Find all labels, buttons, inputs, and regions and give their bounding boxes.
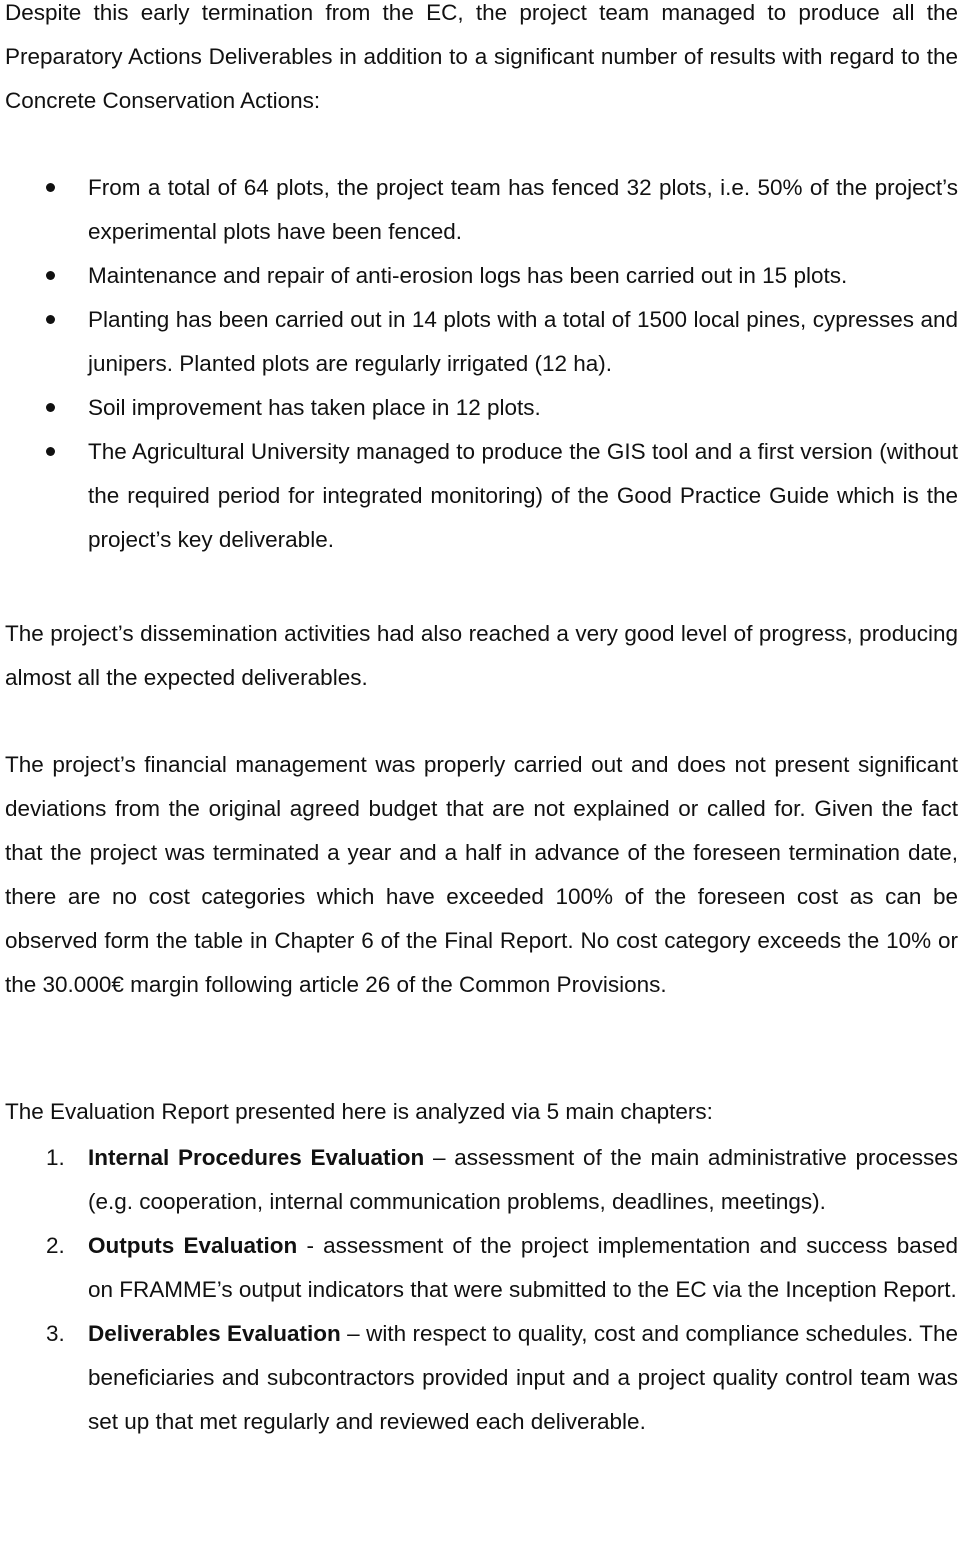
chapter-title: Outputs Evaluation [88,1233,298,1258]
conservation-results-list [0,166,960,562]
list-item [0,298,958,386]
chapter-title: Deliverables Evaluation [88,1321,341,1346]
list-item-text: Soil improvement has taken place in 12 plots. [88,395,541,420]
list-item [0,386,958,430]
chapter-item [0,1136,958,1224]
bullet-icon [46,403,55,412]
financial-paragraph: The project’s financial management was properly carried out and does not present significant deviations from the original agreed budget that are not explained or called for. Given the fact that the project was terminated a year and a half in advance of the foreseen termination date, there are no cost categories which have exceeded 100% of the foreseen cost as can be observed form the table in Chapter 6 of the Final Report. No cost category exceeds the 10% or the 30.000€ margin following article 26 of the Common Provisions. [5,752,958,997]
chapter-number: 1. [46,1145,65,1170]
chapter-item [0,1224,958,1312]
list-item-text: Planting has been carried out in 14 plots with a total of 1500 local pines, cypresses and junipers. Planted plots are regularly irrigated (12 ha). [88,307,958,376]
bullet-icon [46,183,55,192]
chapter-number: 3. [46,1321,65,1346]
chapter-number: 2. [46,1233,65,1258]
chapters-list [0,1136,960,1444]
chapter-description: – assessment of the main administrative processes (e.g. cooperation, internal communication problems, deadlines, meetings). [88,1145,958,1214]
list-item [0,254,958,298]
bullet-icon [46,271,55,280]
intro-paragraph: Despite this early termination from the EC, the project team managed to produce all the Preparatory Actions Deliverables in addition to a significant number of results with regard to the Concrete Conservation Actions: [5,0,958,113]
chapter-item [0,1312,958,1444]
list-item-text: The Agricultural University managed to produce the GIS tool and a first version (without the required period for integrated monitoring) of the Good Practice Guide which is the project’s key deliverable. [88,439,958,552]
list-item-text: From a total of 64 plots, the project team has fenced 32 plots, i.e. 50% of the project’s experimental plots have been fenced. [88,175,958,244]
bullet-icon [46,315,55,324]
chapter-description: – with respect to quality, cost and compliance schedules. The beneficiaries and subcontractors provided input and a project quality control team was set up that met regularly and reviewed each deliverable. [88,1321,958,1434]
chapters-intro: The Evaluation Report presented here is analyzed via 5 main chapters: [5,1099,713,1124]
bullet-icon [46,447,55,456]
chapter-description: - assessment of the project implementation and success based on FRAMME’s output indicators that were submitted to the EC via the Inception Report. [88,1233,959,1302]
list-item [0,166,958,254]
list-item-text: Maintenance and repair of anti-erosion logs has been carried out in 15 plots. [88,263,848,288]
list-item [0,430,958,562]
chapter-title: Internal Procedures Evaluation [88,1145,425,1170]
dissemination-paragraph: The project’s dissemination activities had also reached a very good level of progress, producing almost all the expected deliverables. [5,621,958,690]
